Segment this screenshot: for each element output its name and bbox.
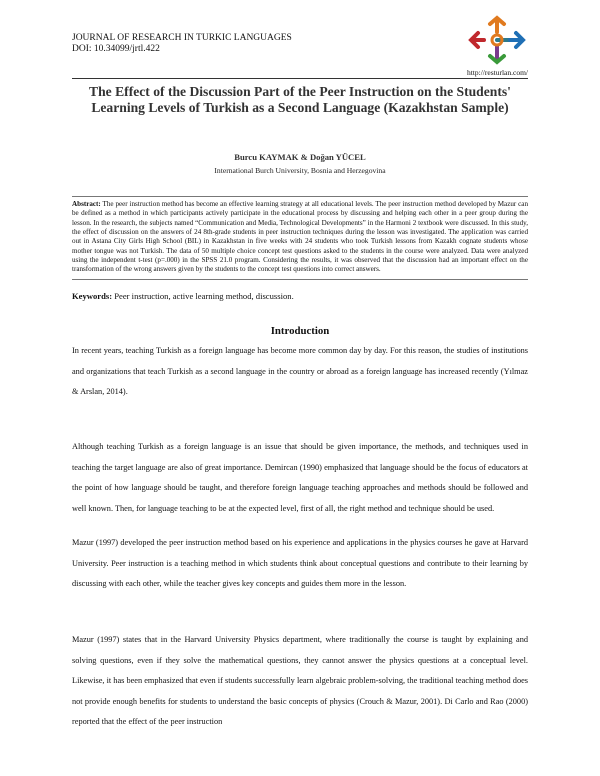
journal-name: JOURNAL OF RESEARCH IN TURKIC LANGUAGES — [72, 33, 292, 43]
abstract-label: Abstract: — [72, 200, 101, 208]
title-line-1: The Effect of the Discussion Part of the Peer Instruction on the Students' — [89, 84, 511, 99]
abstract-bottom-divider — [72, 279, 528, 280]
abstract-top-divider — [72, 196, 528, 197]
header-divider — [72, 78, 528, 79]
section-heading-introduction: Introduction — [270, 325, 330, 337]
affiliation: International Burch University, Bosnia and Herzegovina — [214, 166, 386, 175]
doi-text: DOI: 10.34099/jrtl.422 — [72, 44, 160, 54]
keywords-label: Keywords: — [72, 291, 113, 301]
authors: Burcu KAYMAK & Doğan YÜCEL — [234, 152, 366, 162]
keywords-text: Peer instruction, active learning method, discussion. — [114, 291, 294, 301]
journal-url-link[interactable]: http://resturlan.com/ — [466, 68, 528, 77]
intro-paragraph-4: Mazur (1997) states that in the Harvard University Physics department, where traditionally the course is taught by explaining and solving questions, even if they solve the mathematical questions, they cannot answer the physics questions at a conceptual level. Likewise, it has been emphasized that even if students successfully learn algebraic problem-solving, the traditional teaching method does not provide enough benefits for students to understand the basic concepts of physics (Crouch & Mazur, 2001). Di Carlo and Rao (2000) reported that the effect of the peer instruction — [72, 635, 528, 727]
article-title — [72, 84, 528, 116]
keywords — [72, 291, 294, 301]
abstract-block — [72, 200, 528, 275]
journal-logo-icon — [466, 14, 528, 66]
journal-header — [72, 33, 292, 55]
intro-paragraph-1: In recent years, teaching Turkish as a foreign language has become more common day by day. For this reason, the studies of institutions and organizations that teach Turkish as a second language in the country or abroad as a foreign language has increased recently (Yılmaz & Arslan, 2014). — [72, 346, 528, 397]
intro-paragraph-2: Although teaching Turkish as a foreign language is an issue that should be given importance, the methods, and techniques used in teaching the target language are also of great importance. Demircan (1990) emphasized that language should be the focus of educators at the point of how language should be taught, and therefore foreign language teaching approaches and methods should be followed and well known. Then, for language teaching to be at the expected level, first of all, the right method and technique should be used. — [72, 442, 528, 513]
intro-paragraph-3: Mazur (1997) developed the peer instruction method based on his experience and applications in the physics courses he gave at Harvard University. Peer instruction is a teaching method in which students think about conceptual questions and contribute to their learning by discussing with each other, while the teacher gives key concepts and guides them more in the lesson. — [72, 538, 528, 589]
abstract-text: The peer instruction method has become an effective learning strategy at all educational levels. The peer instruction method developed by Mazur can be defined as a method in which participants actively participate in the educational process by discussing and helping each other in a peer group during the lesson. In the research, the subjects named “Communication and Media, Technological Developments” in the Harmoni 2 textbook were discussed. In this study, the effect of discussion on the answers of 24 8th-grade students in peer instruction techniques during the lesson was investigated. The application was carried out in Astana City Girls High School (BIL) in Kazakhstan in five weeks with 24 students who took Turkish lessons from Kazakh cognate students whose mother tongue was not Turkish. The data of 50 multiple choice concept test questions asked to the students in the course were analyzed. Data were analyzed using the independent t-test (p=.000) in the SPSS 21.0 program. Considering the results, it was observed that the discussion had an important effect on the transformation of the wrong answers given by the students to the concept test questions into correct answers. — [72, 200, 528, 274]
title-line-2: Learning Levels of Turkish as a Second Language (Kazakhstan Sample) — [91, 100, 509, 115]
